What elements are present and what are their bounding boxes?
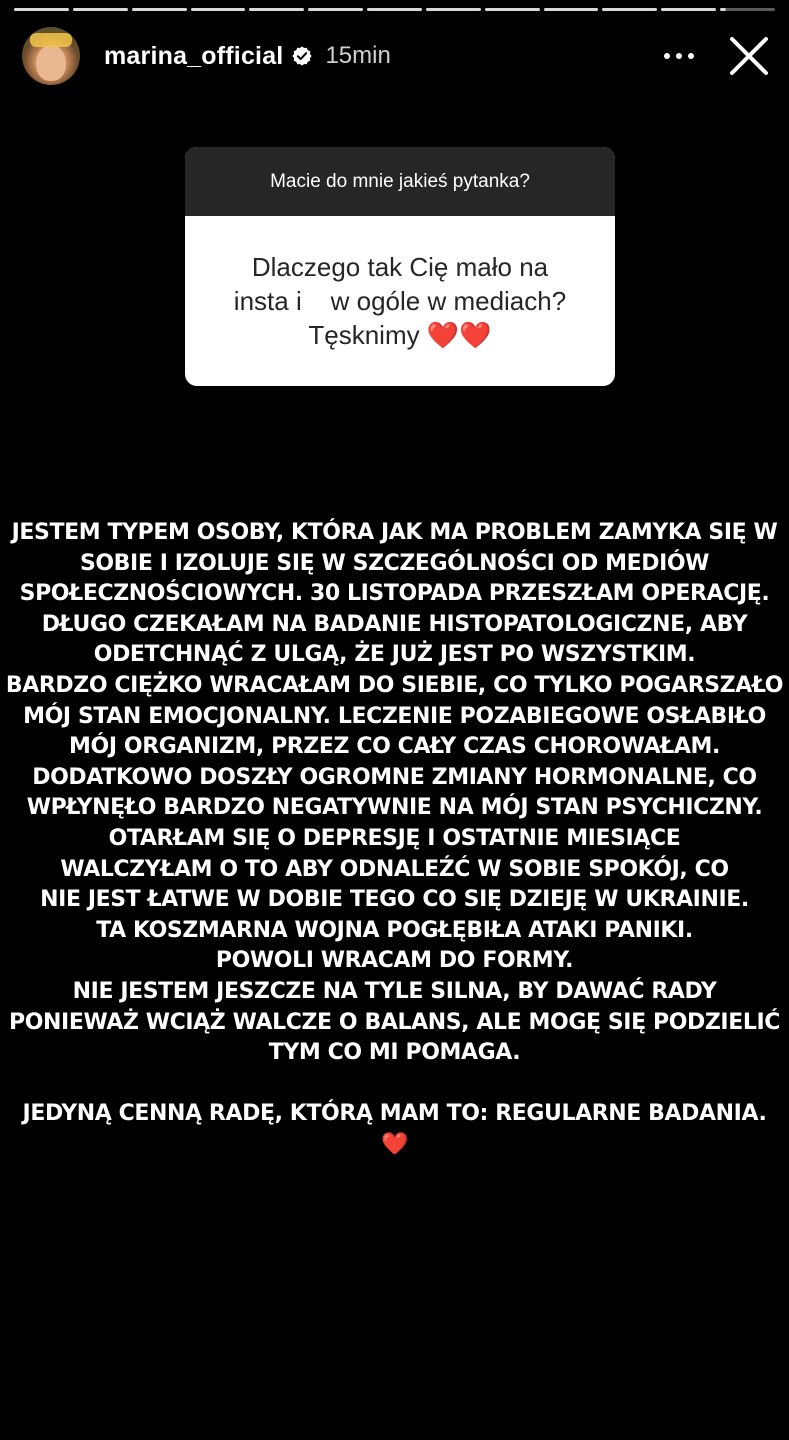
progress-segment: [308, 8, 363, 11]
story-text-line: MÓJ STAN EMOCJONALNY. LECZENIE POZABIEGOWE OSŁABIŁO: [23, 703, 766, 729]
question-sticker[interactable]: [185, 147, 615, 386]
story-text-line: TA KOSZMARNA WOJNA POGŁĘBIŁA ATAKI PANIKI.: [96, 917, 693, 943]
answer-line: Dlaczego tak Cię mało na: [251, 252, 549, 282]
story-text-line: NIE JEST ŁATWE W DOBIE TEGO CO SIĘ DZIEJĘ W UKRAINIE.: [40, 887, 749, 913]
story-text-line: MÓJ ORGANIZM, PRZEZ CO CAŁY CZAS CHOROWAŁAM.: [69, 734, 720, 760]
story-progress-bar: [14, 8, 775, 11]
post-time: 15min: [325, 42, 391, 69]
story-text-line: WPŁYNĘŁO BARDZO NEGATYWNIE NA MÓJ STAN PSYCHICZNY.: [26, 795, 763, 821]
more-options-icon: [663, 52, 695, 60]
story-text-line: OTARŁAM SIĘ O DEPRESJĘ I OSTATNIE MIESIĄCE: [108, 825, 681, 851]
story-text-line: SOBIE I IZOLUJE SIĘ W SZCZEGÓLNOŚCI OD MEDIÓW: [79, 550, 710, 576]
heart-emoji: ❤️: [381, 1131, 408, 1157]
story-text-line: NIE JESTEM JESZCZE NA TYLE SILNA, BY DAWAĆ RADY: [72, 978, 717, 1004]
progress-segment: [661, 8, 716, 11]
progress-segment: [249, 8, 304, 11]
story-text-line: TYM CO MI POMAGA.: [268, 1040, 521, 1066]
progress-segment: [191, 8, 246, 11]
spacer: [0, 1069, 789, 1100]
progress-segment: [485, 8, 540, 11]
answer-line-text: Tęsknimy: [308, 320, 420, 350]
story-text-line: ODETCHNĄĆ Z ULGĄ, ŻE JUŻ JEST PO WSZYSTKIM.: [93, 642, 696, 668]
story-text-line: WALCZYŁAM O TO ABY ODNALEŹĆ W SOBIE SPOKÓJ, CO: [60, 856, 729, 882]
progress-segment: [14, 8, 69, 11]
progress-segment: [544, 8, 599, 11]
close-icon[interactable]: [727, 34, 771, 78]
story-text-line: DODATKOWO DOSZŁY OGROMNE ZMIANY HORMONALNE, CO: [32, 764, 757, 790]
question-prompt: Macie do mnie jakieś pytanka?: [185, 147, 615, 216]
story-text-line: PONIEWAŻ WCIĄŻ WALCZE O BALANS, ALE MOGĘ SIĘ PODZIELIĆ: [9, 1009, 780, 1035]
progress-segment: [132, 8, 187, 11]
heart-emoji: ❤️❤️: [426, 320, 492, 350]
more-options-button[interactable]: [659, 36, 699, 76]
story-text-line: JESTEM TYPEM OSOBY, KTÓRA JAK MA PROBLEM ZAMYKA SIĘ W: [11, 520, 778, 545]
progress-segment: [367, 8, 422, 11]
story-closing-line: JEDYNĄ CENNĄ RADĘ, KTÓRĄ MAM TO: REGULARNE BADANIA.: [22, 1101, 767, 1127]
story-text-line: SPOŁECZNOŚCIOWYCH. 30 LISTOPADA PRZESZŁAM OPERACJĘ.: [19, 581, 770, 607]
progress-segment: [720, 8, 775, 11]
story-text-line: BARDZO CIĘŻKO WRACAŁAM DO SIEBIE, CO TYLKO POGARSZAŁO: [5, 672, 784, 698]
question-answer: [185, 216, 615, 386]
progress-segment: [426, 8, 481, 11]
story-header: [22, 26, 771, 86]
avatar[interactable]: [22, 27, 80, 85]
story-text-line: DŁUGO CZEKAŁAM NA BADANIE HISTOPATOLOGICZNE, ABY: [41, 611, 748, 637]
progress-segment: [602, 8, 657, 11]
story-text-line: POWOLI WRACAM DO FORMY.: [215, 948, 574, 974]
verified-badge-icon: [291, 45, 313, 67]
answer-line: [234, 318, 566, 352]
progress-segment: [73, 8, 128, 11]
story-text-block: [0, 518, 789, 1160]
username[interactable]: marina_official: [104, 41, 284, 70]
answer-line: insta i w ogóle w mediach?: [233, 286, 567, 316]
